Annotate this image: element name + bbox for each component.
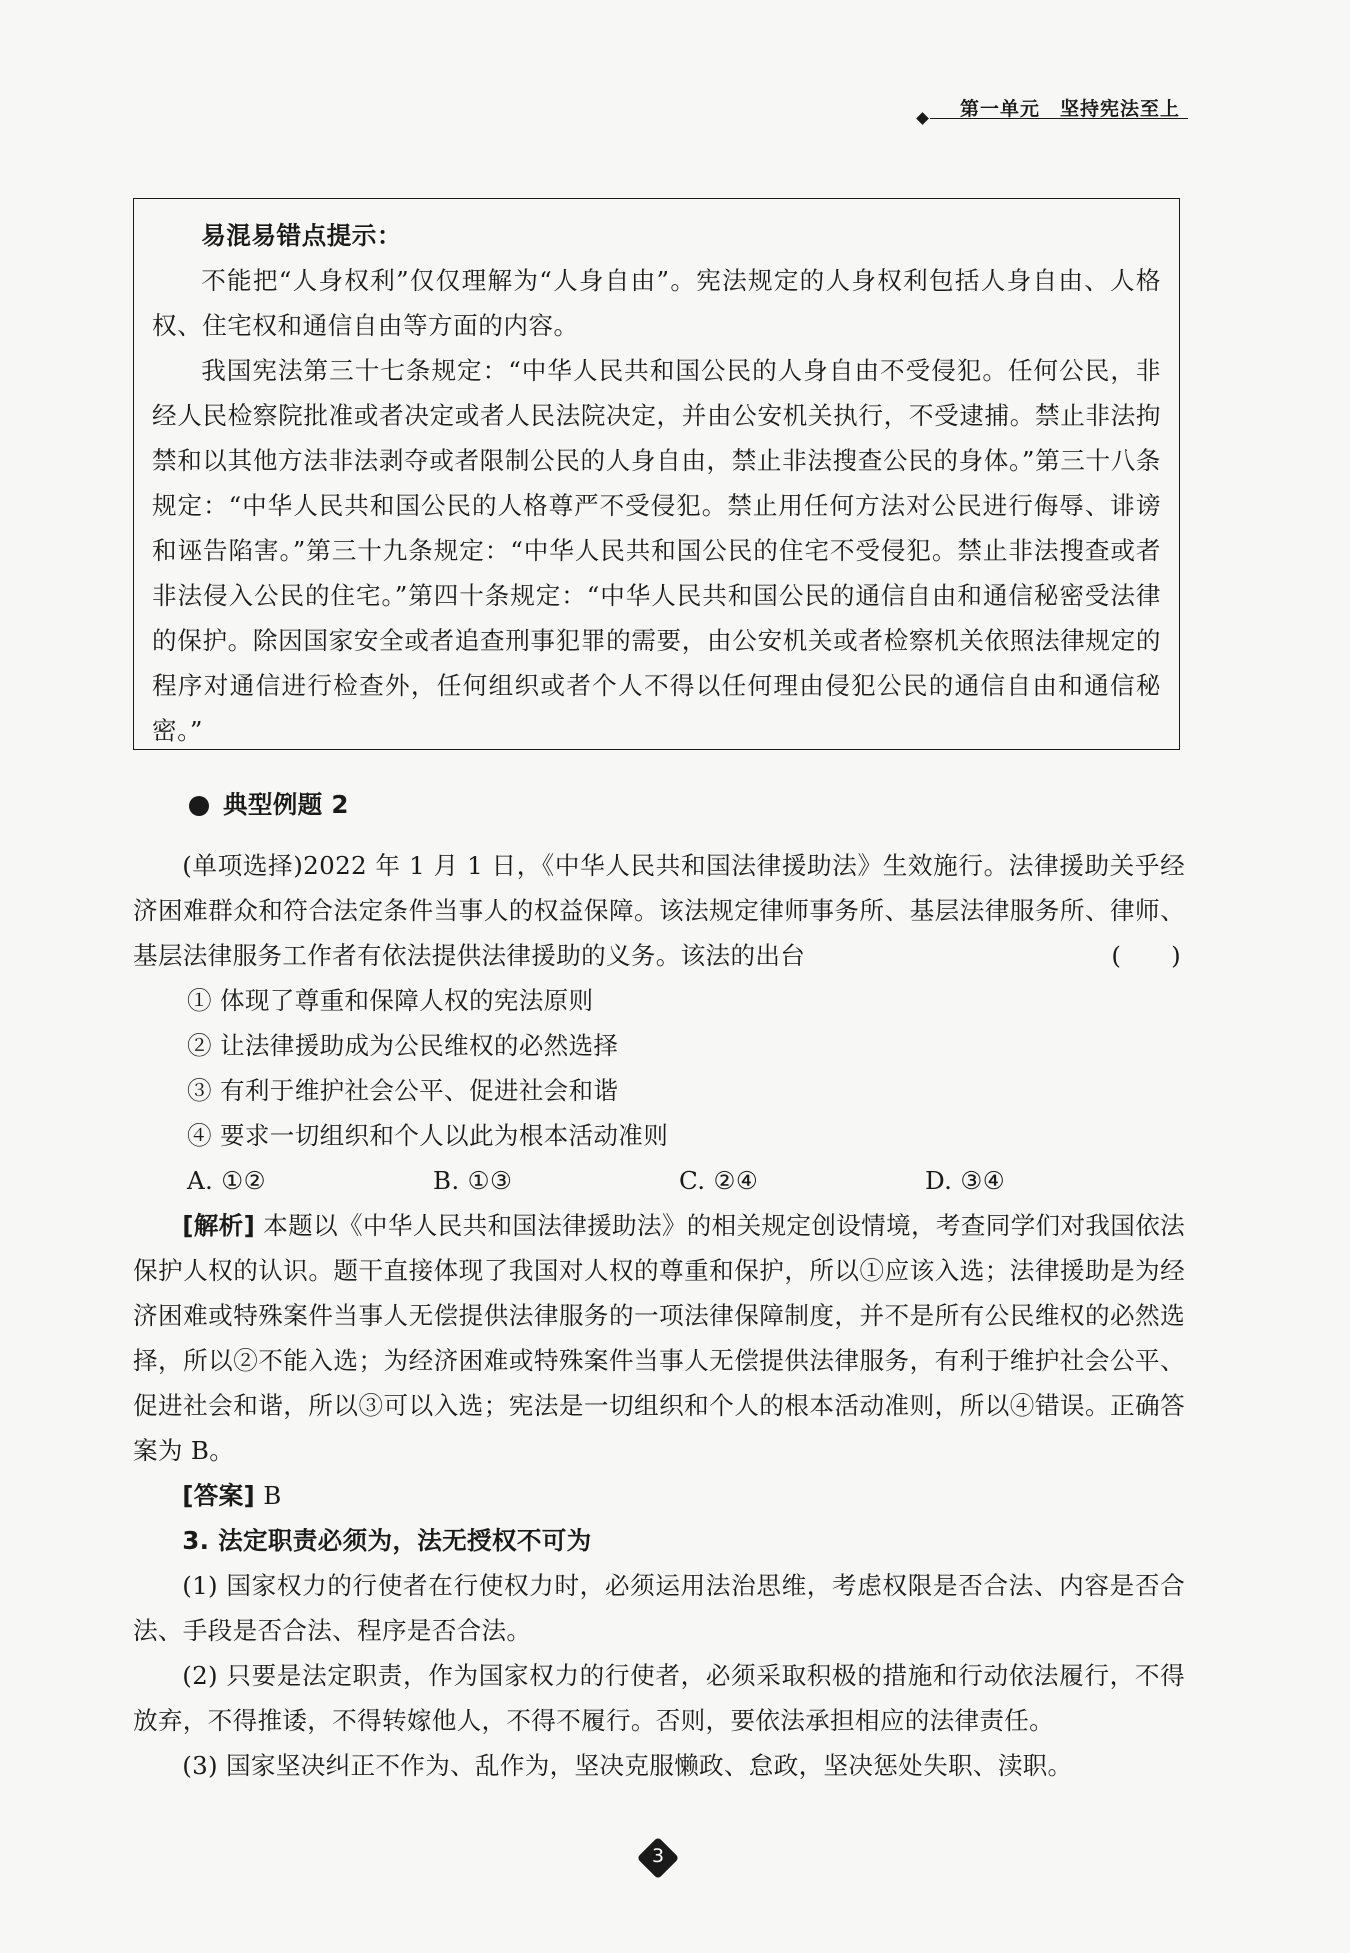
diamond-icon [916,112,929,125]
answer-paragraph [133,1473,1185,1518]
question-stem: (单项选择)2022 年 1 月 1 日，《中华人民共和国法律援助法》生效施行。法律援助关乎经济困难群众和符合法定条件当事人的权益保障。该法规定律师事务所、基层法律服务所、律师、基层法律服务工作者有依法提供法律援助的义务。该法的出台 [133,851,1185,970]
unit-title: 第一单元 坚持宪法至上 [960,98,1181,120]
answer-label: [答案] [182,1481,256,1510]
main-content [133,782,1185,1788]
tip-paragraph: 我国宪法第三十七条规定：“中华人民共和国公民的人身自由不受侵犯。任何公民，非经人民检察院批准或者决定或者人民法院决定，并由公安机关执行，不受逮捕。禁止非法拘禁和以其他方法非法剥夺或者限制公民的人身自由，禁止非法搜查公民的身体。”第三十八条规定：“中华人民共和国公民的人格尊严不受侵犯。禁止用任何方法对公民进行侮辱、诽谤和诬告陷害。”第三十九条规定：“中华人民共和国公民的住宅不受侵犯。禁止非法搜查或者非法侵入公民的住宅。”第四十条规定：“中华人民共和国公民的通信自由和通信秘密受法律的保护。除因国家安全或者追查刑事犯罪的需要，由公安机关或者检察机关依照法律规定的程序对通信进行检查外，任何组织或者个人不得以任何理由侵犯公民的通信自由和通信秘密。” [152,356,1161,745]
bullet-icon [189,796,209,816]
analysis-paragraph [133,1203,1185,1473]
option-item: ④ 要求一切组织和个人以此为根本活动准则 [187,1121,669,1150]
tip-paragraph: 不能把“人身权利”仅仅理解为“人身自由”。宪法规定的人身权利包括人身自由、人格权、住宅权和通信自由等方面的内容。 [152,266,1161,340]
answer-choices [133,1158,1185,1203]
choice-c: C. ②④ [679,1166,759,1195]
analysis-label: [解析] [182,1211,256,1240]
answer-value: B [263,1481,282,1510]
section-item: (1) 国家权力的行使者在行使权力时，必须运用法治思维，考虑权限是否合法、内容是否合法、手段是否合法、程序是否合法。 [133,1571,1185,1645]
option-item: ① 体现了尊重和保障人权的宪法原则 [187,986,594,1015]
tip-box [133,198,1180,750]
option-item: ② 让法律援助成为公民维权的必然选择 [187,1031,619,1060]
running-header [918,94,1188,128]
analysis-text: 本题以《中华人民共和国法律援助法》的相关规定创设情境，考查同学们对我国依法保护人权的认识。题干直接体现了我国对人权的尊重和保护，所以①应该入选；法律援助是为经济困难或特殊案件当事人无偿提供法律服务的一项法律保障制度，并不是所有公民维权的必然选择，所以②不能入选；为经济困难或特殊案件当事人无偿提供法律服务，有利于维护社会公平、促进社会和谐，所以③可以入选；宪法是一切组织和个人的根本活动准则，所以④错误。正确答案为 B。 [133,1211,1185,1465]
question-text [133,843,1185,978]
answer-blank: ( ) [1111,941,1181,970]
example-heading [133,782,1185,827]
option-item: ③ 有利于维护社会公平、促进社会和谐 [187,1076,619,1105]
tip-box-title: 易混易错点提示： [201,221,402,250]
page-number-badge [637,1837,679,1879]
page-number: 3 [651,1845,665,1867]
choice-a: A. ①② [187,1166,266,1195]
choice-b: B. ①③ [433,1166,513,1195]
section-title: 3. 法定职责必须为，法无授权不可为 [182,1526,592,1555]
choice-d: D. ③④ [925,1166,1006,1195]
section-item: (3) 国家坚决纠正不作为、乱作为，坚决克服懒政、怠政，坚决惩处失职、渎职。 [182,1751,1073,1780]
section-item: (2) 只要是法定职责，作为国家权力的行使者，必须采取积极的措施和行动依法履行，不得放弃，不得推诿，不得转嫁他人，不得不履行。否则，要依法承担相应的法律责任。 [133,1661,1185,1735]
example-title: 典型例题 2 [223,790,349,819]
